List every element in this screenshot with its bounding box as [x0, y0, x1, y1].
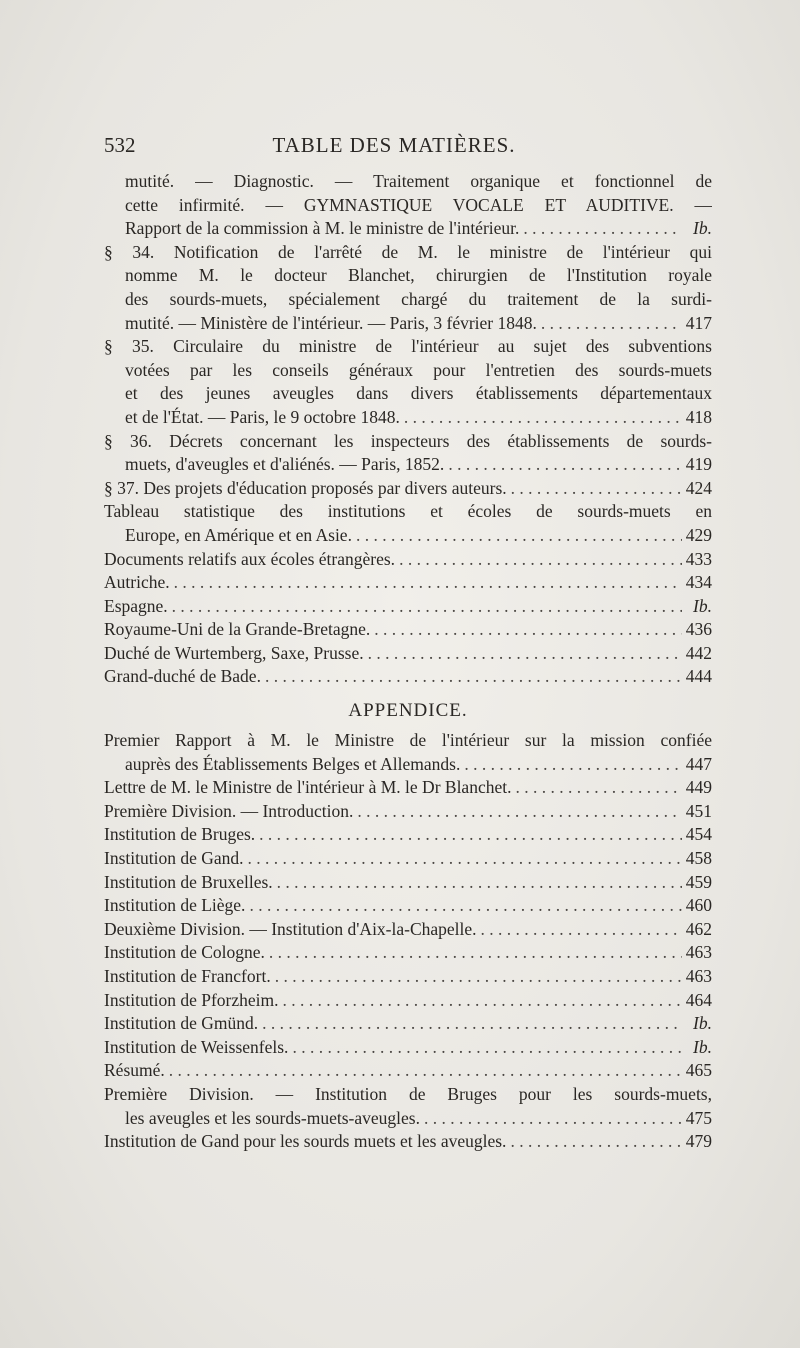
toc-line: [104, 1012, 712, 1036]
dot-leader: [352, 524, 682, 548]
dot-leader: [400, 406, 682, 430]
toc-line: [104, 312, 712, 336]
dot-leader: [444, 453, 682, 477]
toc-line: [104, 335, 712, 359]
toc-line: [104, 524, 712, 548]
dot-leader: [258, 1012, 682, 1036]
dot-leader: [395, 548, 682, 572]
toc-line: [104, 823, 712, 847]
toc-entry-text: Deuxième Division. — Institution d'Aix-la-Chapelle.: [104, 918, 477, 939]
page-header: [104, 133, 684, 161]
toc-page-number: 463: [685, 966, 712, 986]
toc-entry-text: cette infirmité. — GYMNASTIQUE VOCALE ET AUDITIVE. —: [125, 194, 712, 215]
dot-leader: [460, 753, 682, 777]
toc-line: [104, 1130, 712, 1154]
dot-leader: [245, 894, 682, 918]
toc-entry-text: mutité. — Diagnostic. — Traitement organique et fonctionnel de: [125, 171, 712, 191]
dot-leader: [519, 217, 682, 241]
toc-line: [104, 406, 712, 430]
toc-line: [104, 571, 712, 595]
dot-leader: [506, 1130, 682, 1154]
toc-entry-text: les aveugles et les sourds-muets-aveugles.: [125, 1107, 420, 1128]
toc-page-number: 460: [685, 895, 712, 916]
dot-leader: [477, 918, 682, 942]
dot-leader: [353, 800, 682, 824]
toc-page-number: 444: [685, 666, 712, 687]
toc-page-number: 464: [685, 989, 712, 1010]
toc-entry-text: Institution de Weissenfels.: [104, 1036, 289, 1057]
dot-leader: [261, 665, 682, 689]
toc-entry-text: Rapport de la commission à M. le ministre de l'intérieur.: [125, 218, 520, 239]
toc-entry-text: muets, d'aveugles et d'aliénés. — Paris, 1852.: [125, 454, 445, 475]
dot-leader: [364, 642, 682, 666]
toc-page-number: 417: [685, 312, 712, 333]
toc-entry-text: Tableau statistique des institutions et écoles de sourds-muets en: [104, 501, 712, 522]
toc-entry-text: Documents relatifs aux écoles étrangères.: [104, 548, 396, 569]
toc-line: [104, 776, 712, 800]
toc-line: [104, 918, 712, 942]
toc-page-number: 418: [685, 406, 712, 427]
toc-entry-text: Institution de Gand pour les sourds muets et les aveugles.: [104, 1131, 507, 1152]
toc-entry-text: § 37. Des projets d'éducation proposés par divers auteurs.: [104, 477, 507, 498]
toc-page-number: Ib.: [693, 595, 712, 616]
toc-page-number: 475: [685, 1107, 712, 1128]
toc-page-number: 451: [685, 800, 712, 821]
toc-page-number: 419: [685, 454, 712, 475]
toc-line: [104, 241, 712, 265]
toc-line: [104, 1059, 712, 1083]
toc-entry-text: des sourds-muets, spécialement chargé du traitement de la surdi-: [125, 288, 712, 309]
toc-line: [104, 264, 712, 288]
toc-page-number: 462: [685, 918, 712, 939]
toc-line: [104, 548, 712, 572]
toc-page-number: 449: [685, 777, 712, 798]
toc-line: [104, 989, 712, 1013]
toc-page-number: 442: [685, 642, 712, 663]
toc-line: [104, 1036, 712, 1060]
toc-page-number: 434: [685, 572, 712, 593]
page-number: 532: [104, 133, 136, 157]
toc-line: [104, 847, 712, 871]
toc-entry-text: Institution de Bruxelles.: [104, 871, 273, 892]
toc-page-number: 447: [685, 753, 712, 774]
toc-line: [104, 642, 712, 666]
toc-line: [104, 1083, 712, 1107]
toc-entry-text: Institution de Liège.: [104, 895, 246, 916]
toc-line: [104, 194, 712, 218]
toc-entry-text: Institution de Gmünd.: [104, 1013, 259, 1034]
toc-page-number: 458: [685, 848, 712, 869]
dot-leader: [537, 312, 682, 336]
dot-leader: [288, 1036, 682, 1060]
toc-entry-text: et de l'État. — Paris, le 9 octobre 1848.: [125, 406, 400, 427]
dot-leader: [244, 847, 683, 871]
toc-entry-text: Résumé.: [104, 1060, 165, 1081]
dot-leader: [273, 871, 682, 895]
toc-line: [104, 871, 712, 895]
toc-entry-text: § 35. Circulaire du ministre de l'intérieur au sujet des subventions: [104, 336, 712, 357]
dot-leader: [168, 595, 682, 619]
toc-entries: [104, 170, 712, 689]
toc-entry-text: Grand-duché de Bade.: [104, 666, 261, 687]
toc-page-number: 429: [685, 524, 712, 545]
toc-line: [104, 800, 712, 824]
dot-leader: [420, 1107, 682, 1131]
toc-entry-text: Première Division. — Institution de Bruges pour les sourds-muets,: [104, 1083, 712, 1104]
dot-leader: [279, 989, 683, 1013]
toc-entry-text: § 34. Notification de l'arrêté de M. le ministre de l'intérieur qui: [104, 241, 712, 262]
dot-leader: [170, 571, 682, 595]
toc-entry-text: auprès des Établissements Belges et Allemands.: [125, 753, 461, 774]
toc-line: [104, 753, 712, 777]
toc-page-number: Ib.: [693, 1013, 712, 1034]
toc-page-number: 424: [685, 477, 712, 498]
toc-page-number: 479: [685, 1131, 712, 1152]
dot-leader: [165, 1059, 682, 1083]
toc-entry-text: Europe, en Amérique et en Asie.: [125, 524, 352, 545]
toc-line: [104, 430, 712, 454]
dot-leader: [511, 776, 682, 800]
toc-line: [104, 453, 712, 477]
toc-entry-text: Institution de Francfort.: [104, 966, 271, 986]
dot-leader: [370, 618, 682, 642]
toc-line: [104, 170, 712, 194]
toc-page-number: Ib.: [693, 218, 712, 239]
toc-entry-text: Première Division. — Introduction.: [104, 800, 354, 821]
toc-entry-text: Institution de Cologne.: [104, 942, 265, 963]
toc-line: [104, 477, 712, 501]
toc-line: [104, 595, 712, 619]
dot-leader: [507, 477, 682, 501]
toc-page-number: 454: [685, 824, 712, 845]
toc-entry-text: Royaume-Uni de la Grande-Bretagne.: [104, 619, 371, 640]
toc-entry-text: Institution de Pforzheim.: [104, 989, 279, 1010]
toc-page-number: 436: [685, 619, 712, 640]
toc-page-number: 459: [685, 871, 712, 892]
toc-page-number: Ib.: [693, 1036, 712, 1057]
toc-line: [104, 618, 712, 642]
toc-entry-text: Espagne.: [104, 595, 168, 616]
toc-entry-text: Autriche.: [104, 572, 170, 593]
toc-entry-text: § 36. Décrets concernant les inspecteurs des établissements de sourds-: [104, 430, 712, 451]
toc-entry-text: Duché de Wurtemberg, Saxe, Prusse.: [104, 642, 364, 663]
dot-leader: [265, 941, 682, 965]
dot-leader: [271, 965, 682, 989]
toc-entry-text: mutité. — Ministère de l'intérieur. — Paris, 3 février 1848.: [125, 312, 537, 333]
toc-line: [104, 665, 712, 689]
toc-page-number: 433: [685, 548, 712, 569]
toc-line: [104, 941, 712, 965]
table-of-contents: [104, 170, 712, 1154]
appendix-heading: APPENDICE.: [348, 700, 468, 722]
toc-line: [104, 217, 712, 241]
toc-entry-text: Institution de Bruges.: [104, 824, 256, 845]
toc-entry-text: Premier Rapport à M. le Ministre de l'intérieur sur la mission confiée: [104, 730, 712, 751]
toc-entry-text: Institution de Gand.: [104, 848, 244, 869]
toc-entry-text: nomme M. le docteur Blanchet, chirurgien de l'Institution royale: [125, 265, 712, 286]
toc-entry-text: votées par les conseils généraux pour l'entretien des sourds-muets: [125, 359, 712, 380]
toc-line: [104, 894, 712, 918]
toc-line: [104, 500, 712, 524]
toc-line: [104, 965, 712, 989]
appendix-entries: [104, 729, 712, 1154]
toc-page-number: 465: [685, 1060, 712, 1081]
toc-line: [104, 382, 712, 406]
toc-line: [104, 729, 712, 753]
toc-entry-text: Lettre de M. le Ministre de l'intérieur à M. le Dr Blanchet.: [104, 777, 512, 798]
running-title: TABLE DES MATIÈRES.: [272, 133, 516, 157]
toc-entry-text: et des jeunes aveugles dans divers établissements départementaux: [125, 383, 712, 404]
toc-line: [104, 1107, 712, 1131]
dot-leader: [255, 823, 682, 847]
toc-page-number: 463: [685, 942, 712, 963]
toc-line: [104, 288, 712, 312]
toc-line: [104, 359, 712, 383]
